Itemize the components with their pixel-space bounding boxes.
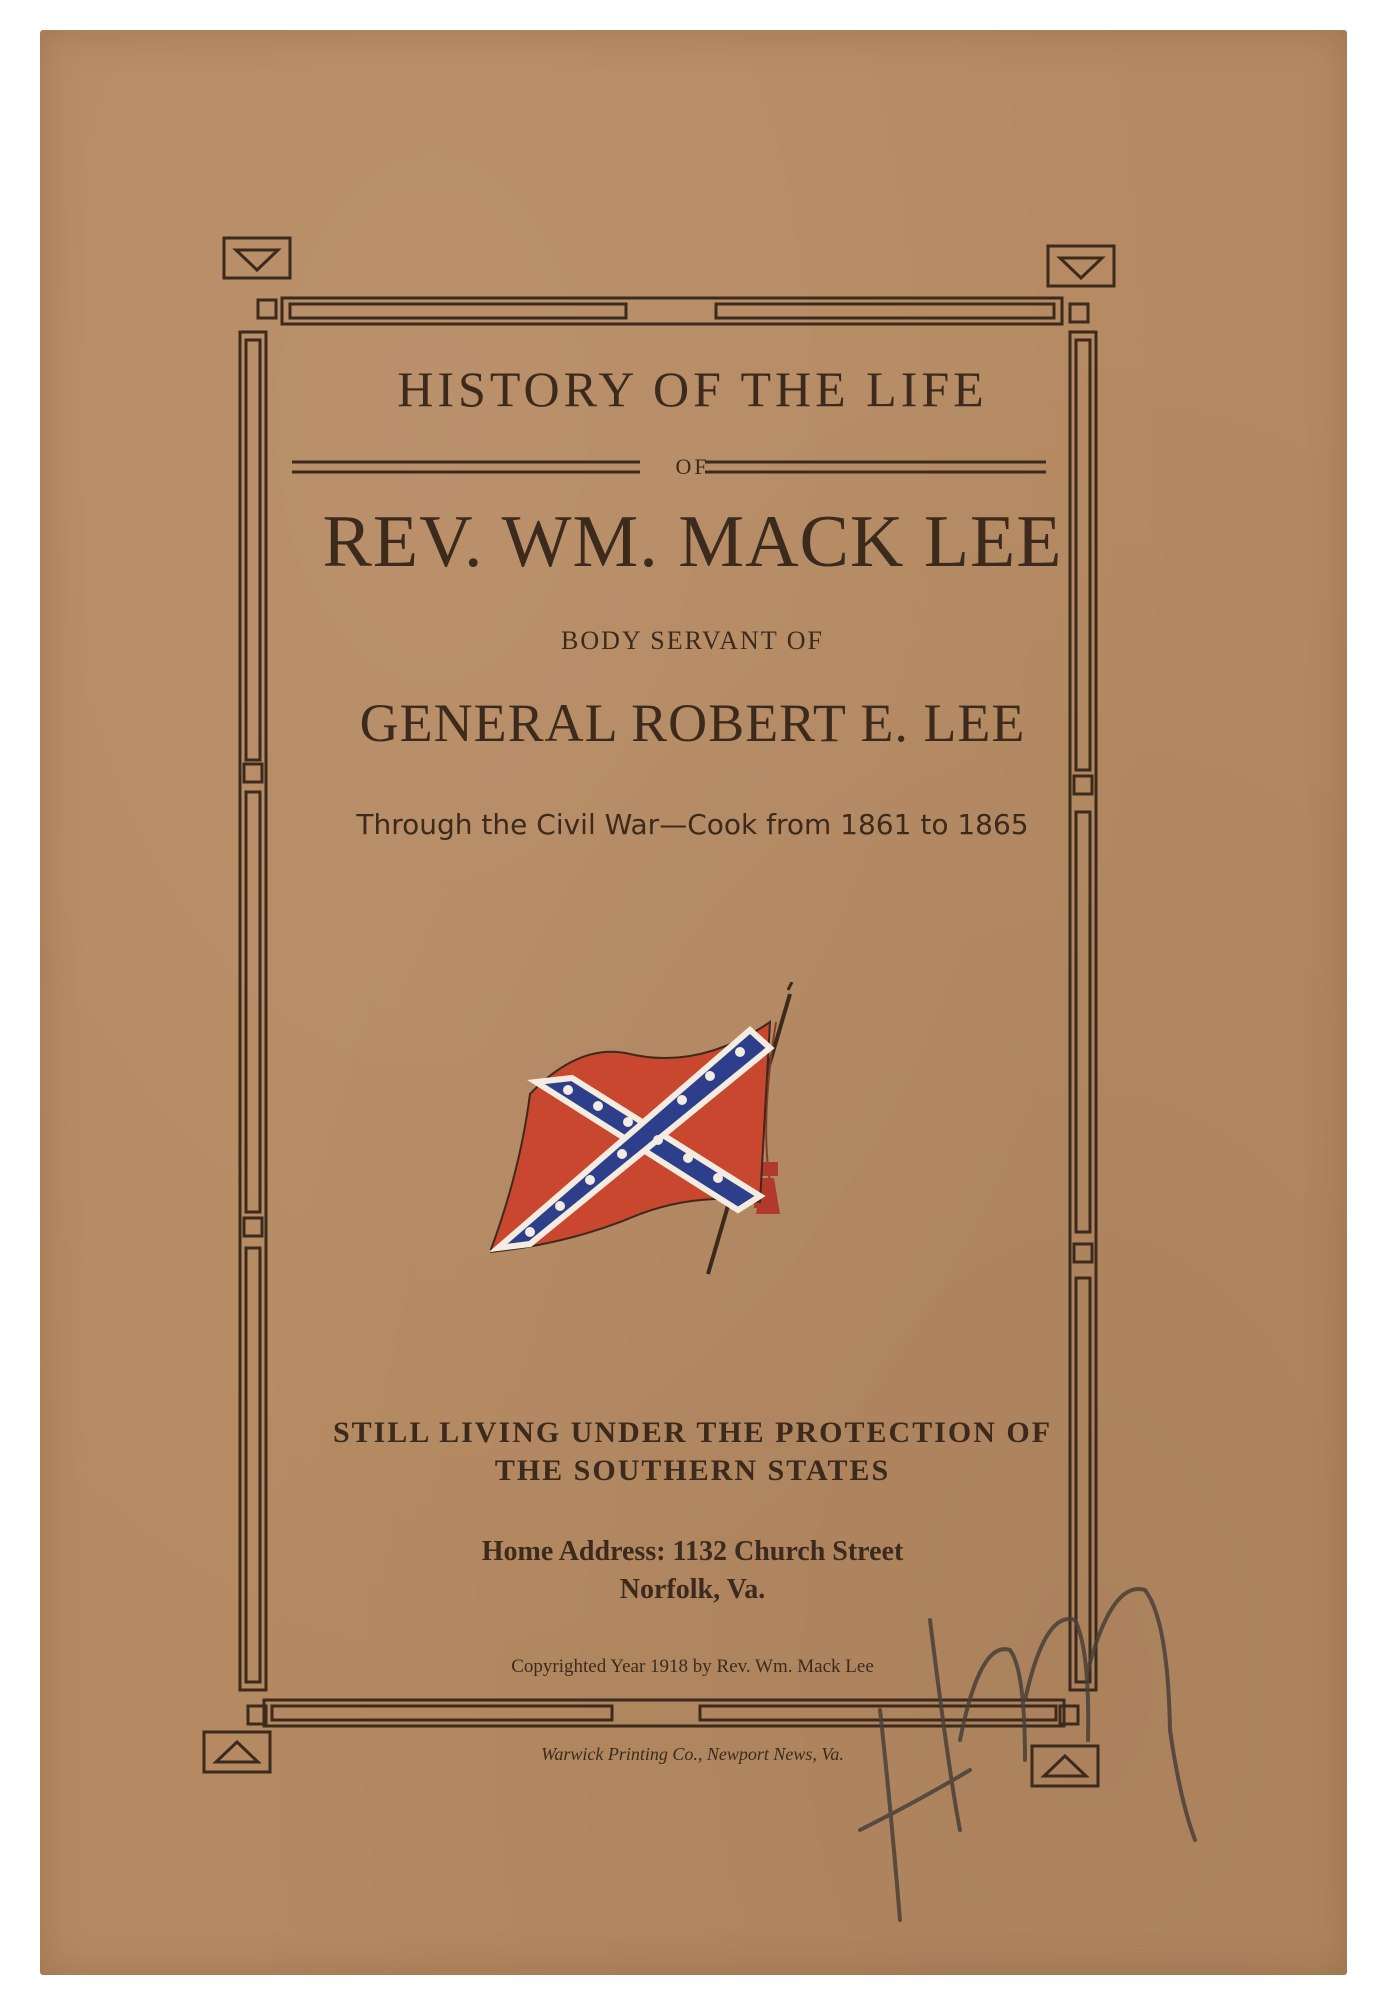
still-living-line: STILL LIVING UNDER THE PROTECTION OF xyxy=(332,1416,1053,1449)
confederate-battle-flag-icon xyxy=(490,982,810,1282)
copyright-line: Copyrighted Year 1918 by Rev. Wm. Mack Lee xyxy=(511,1656,874,1677)
service-line: Through the Civil War—Cook from 1861 to 1865 xyxy=(356,808,1029,841)
home-address-city: Norfolk, Va. xyxy=(619,1574,766,1605)
subtitle-general: GENERAL ROBERT E. LEE xyxy=(359,693,1026,753)
subtitle-body-servant: BODY SERVANT OF xyxy=(561,626,824,655)
home-address: Home Address: 1132 Church Street xyxy=(481,1536,904,1567)
title-line: HISTORY OF THE LIFE xyxy=(397,361,988,417)
title-name: REV. WM. MACK LEE xyxy=(322,501,1063,583)
printer-line: Warwick Printing Co., Newport News, Va. xyxy=(541,1744,844,1764)
pencil-signature xyxy=(850,1500,1250,1940)
still-living-line: THE SOUTHERN STATES xyxy=(494,1454,891,1487)
title-of: OF xyxy=(675,454,710,479)
